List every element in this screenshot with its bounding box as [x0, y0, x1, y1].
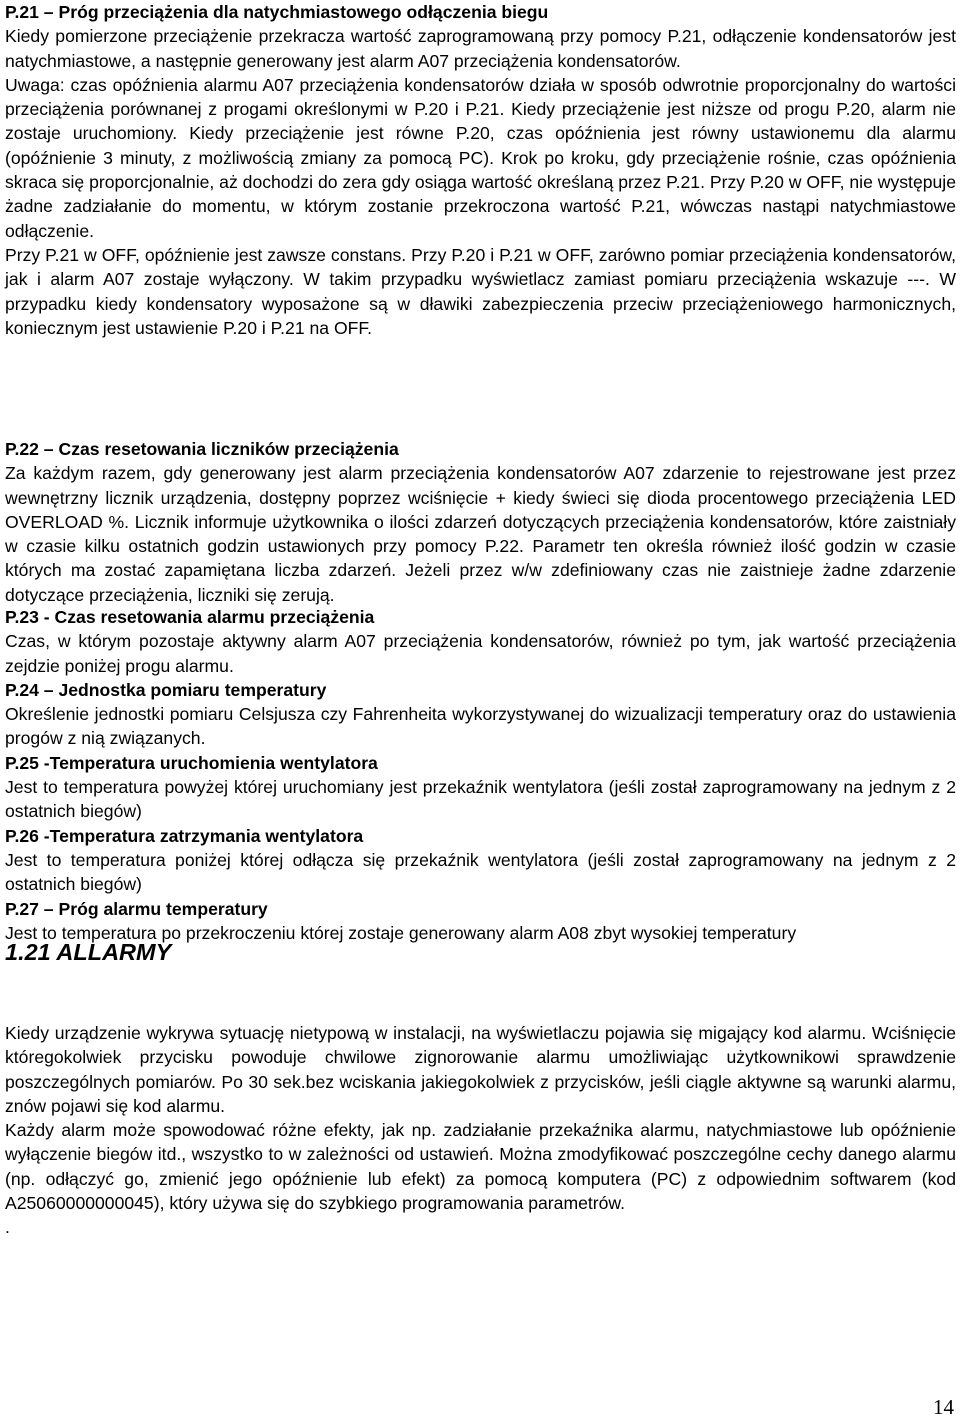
parameters-p23-p27 [5, 605, 956, 945]
heading-p21: P.21 – Próg przeciążenia dla natychmiastowego odłączenia biegu [5, 2, 549, 22]
p24-paragraph: Określenie jednostki pomiaru Celsjusza czy Fahrenheita wykorzystywanej do wizualizacji temperatury oraz do ustawienia progów z nią związanych. [5, 704, 956, 749]
heading-p25: P.25 -Temperatura uruchomienia wentylatora [5, 752, 378, 773]
p27-paragraph: Jest to temperatura po przekroczeniu której zostaje generowany alarm A08 zbyt wysokiej temperatury [5, 922, 797, 943]
section-alarms [5, 1021, 956, 1240]
heading-p23: P.23 - Czas resetowania alarmu przeciążenia [5, 607, 375, 627]
section-title-alarms: 1.21 ALLARMY [5, 939, 172, 965]
section-p22 [5, 437, 956, 607]
alarms-paragraph-2: Każdy alarm może spowodować różne efekty, jak np. zadziałanie przekaźnika alarmu, natychmiastowe lub opóźnienie wyłączenie biegów itd., wszystko to w zależności od ustawień. Można zmodyfikować poszczególne cechy danego alarmu (np. odłączyć go, zmienić jego opóźnienie lub efekt) za pomocą komputera (PC) z odpowiednim softwarem (kod A25060000000045), który używa się do szybkiego programowania parametrów. [5, 1120, 956, 1214]
p21-paragraph-1: Kiedy pomierzone przeciążenie przekracza wartość zaprogramowaną przy pomocy P.21, odłączenie kondensatorów jest natychmiastowe, a następnie generowany jest alarm A07 przeciążenia kondensatorów. [5, 26, 956, 71]
section-p21 [5, 0, 956, 340]
alarms-paragraph-1: Kiedy urządzenie wykrywa sytuację nietypową w instalacji, na wyświetlaczu pojawia się migający kod alarmu. Wciśnięcie któregokolwiek przycisku powoduje chwilowe zignorowanie alarmu umożliwiając użytkownikowi sprawdzenie poszczególnych pomiarów. Po 30 sek.bez wciskania jakiegokolwiek z przycisków, jeśli ciągle aktywne są warunki alarmu, znów pojawi się kod alarmu. [5, 1023, 956, 1116]
page-number: 14 [933, 1395, 954, 1419]
heading-p26: P.26 -Temperatura zatrzymania wentylatora [5, 825, 364, 846]
p26-paragraph: Jest to temperatura poniżej której odłącza się przekaźnik wentylatora (jeśli został zaprogramowany na jednym z 2 ostatnich biegów) [5, 849, 956, 895]
heading-p22: P.22 – Czas resetowania liczników przeciążenia [5, 439, 399, 459]
alarms-paragraph-3: . [5, 1217, 10, 1238]
p23-paragraph: Czas, w którym pozostaje aktywny alarm A07 przeciążenia kondensatorów, również po tym, jak wartość przeciążenia zejdzie poniżej progu alarmu. [5, 631, 956, 676]
p21-paragraph-3: Przy P.21 w OFF, opóźnienie jest zawsze constans. Przy P.20 i P.21 w OFF, zarówno pomiar przeciążenia kondensatorów, jak i alarm A07 zostaje wyłączony. W takim przypadku wyświetlacz zamiast pomiaru przeciążenia wskazuje ---. W przypadku kiedy kondensatory wyposażone są w dławiki zabezpieczenia przeciw przeciążeniowego harmonicznych, koniecznym jest ustawienie P.20 i P.21 na OFF. [5, 244, 956, 338]
p21-paragraph-2: Uwaga: czas opóźnienia alarmu A07 przeciążenia kondensatorów działa w sposób odwrotnie proporcjonalny do wartości przeciążenia porównanej z progami określonymi w P.20 i P.21. Kiedy przeciążenie jest niższe od progu P.20, alarm nie zostaje uruchomiony. Kiedy przeciążenie jest równe P.20, czas opóźnienia jest równy ustawionemu dla alarmu (opóźnienie 3 minuty, z możliwością zmiany za pomocą PC). Krok po kroku, gdy przeciążenie rośnie, czas opóźnienia skraca się proporcjonalnie, aż dochodzi do zera gdy osiąga wartość określaną przez P.21. Przy P.20 w OFF, nie występuje żadne zadziałanie do momentu, w którym zostanie przekroczona wartość P.21, wówczas nastąpi natychmiastowe odłączenie. [5, 74, 956, 241]
heading-p27: P.27 – Próg alarmu temperatury [5, 898, 268, 919]
p25-paragraph: Jest to temperatura powyżej której uruchomiany jest przekaźnik wentylatora (jeśli został zaprogramowany na jednym z 2 ostatnich biegów) [5, 777, 956, 822]
p22-paragraph: Za każdym razem, gdy generowany jest alarm przeciążenia kondensatorów A07 zdarzenie to rejestrowane jest przez wewnętrzny licznik urządzenia, dostępny poprzez wciśnięcie + kiedy świeci się dioda procentowego przeciążenia LED OVERLOAD %. Licznik informuje użytkownika o ilości zdarzeń dotyczących przeciążenia kondensatorów, które zaistniały w czasie kilku ostatnich godzin ustawionych przy pomocy P.22. Parametr ten określa również ilość godzin w czasie których ma zostać zapamiętana liczba zdarzeń. Jeżeli przez w/w zdefiniowany czas nie zaistnieje żadne zdarzenie dotyczące przeciążenia, liczniki się zerują. [5, 463, 956, 605]
heading-p24: P.24 – Jednostka pomiaru temperatury [5, 679, 327, 700]
